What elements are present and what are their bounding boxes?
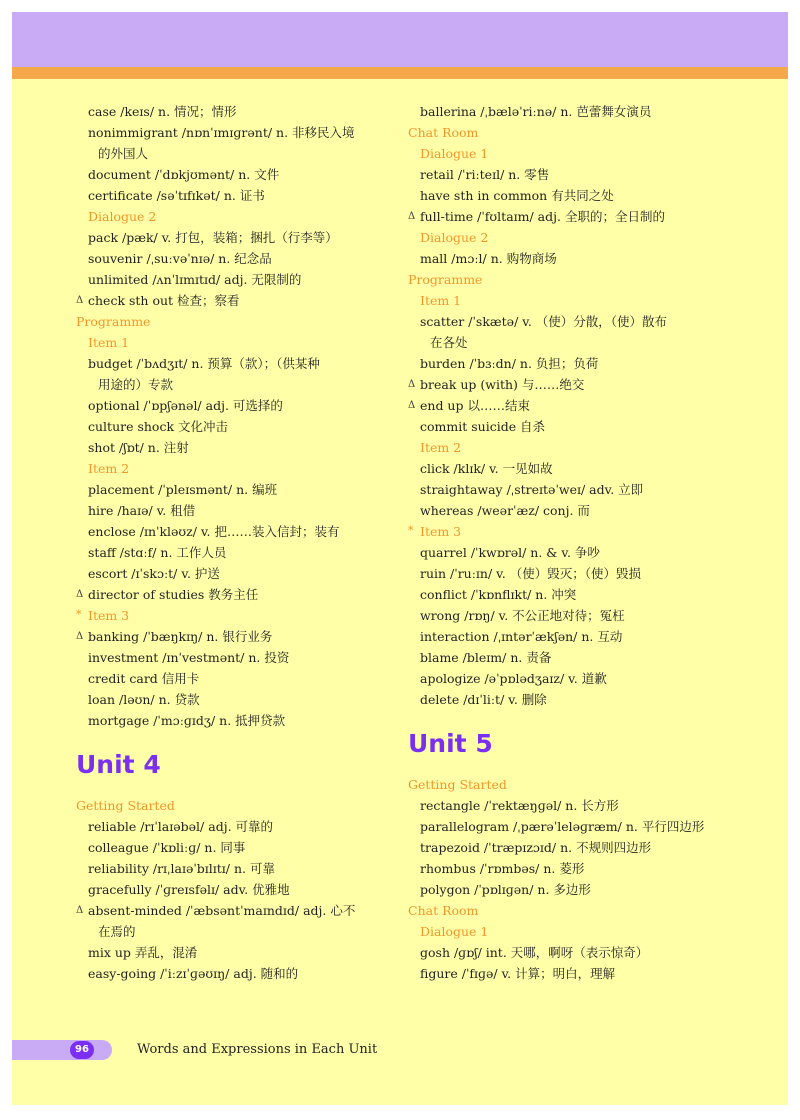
- entry-text: mix up 弄乱，混淆: [88, 945, 198, 960]
- entry-text: gosh /ɡɒʃ/ int. 天哪，啊呀（表示惊奇）: [420, 945, 649, 960]
- entry-text: pack /pæk/ v. 打包，装箱；捆扎（行李等）: [88, 230, 338, 245]
- vocab-entry: [76, 227, 396, 248]
- entry-text: ballerina /ˌbæləˈriːnə/ n. 芭蕾舞女演员: [420, 104, 652, 119]
- vocab-entry: [408, 416, 728, 437]
- delta-marker-icon: Δ: [408, 211, 416, 222]
- vocab-entry: [408, 689, 728, 710]
- entry-text: 的外国人: [98, 146, 149, 161]
- header-band: [12, 12, 788, 67]
- vocab-entry: [76, 500, 396, 521]
- vocab-entry: [76, 963, 396, 984]
- delta-marker-icon: Δ: [76, 905, 84, 916]
- vocab-entry: [408, 816, 728, 837]
- entry-text: figure /ˈfɪɡə/ v. 计算；明白，理解: [420, 966, 616, 981]
- star-marker-icon: *: [408, 524, 414, 537]
- vocab-entry: [76, 647, 396, 668]
- entry-text: parallelogram /ˌpærəˈleləɡræm/ n. 平行四边形: [420, 819, 705, 834]
- entry-text: rhombus /ˈrɒmbəs/ n. 菱形: [420, 861, 585, 876]
- vocab-entry: [408, 647, 728, 668]
- vocab-entry: [76, 710, 396, 731]
- entry-text: case /keɪs/ n. 情况；情形: [88, 104, 237, 119]
- vocab-entry: [408, 206, 728, 227]
- entry-text: escort /ɪˈskɔːt/ v. 护送: [88, 566, 220, 581]
- vocab-entry: [76, 900, 396, 921]
- entry-text: scatter /ˈskætə/ v. （使）分散，（使）散布: [420, 314, 668, 329]
- vocab-entry: [76, 879, 396, 900]
- entry-text: rectangle /ˈrektæŋɡəl/ n. 长方形: [420, 798, 619, 813]
- vocab-entry: [76, 521, 396, 542]
- entry-text: Programme: [76, 314, 151, 329]
- entry-text: delete /dɪˈliːt/ v. 删除: [420, 692, 547, 707]
- vocab-entry: [76, 353, 396, 374]
- subsection-heading: [408, 143, 728, 164]
- entry-text: Dialogue 1: [420, 924, 489, 939]
- entry-text: Item 2: [420, 440, 462, 455]
- subsection-heading: [408, 227, 728, 248]
- entry-text: gracefully /ˈɡreɪsfəlɪ/ adv. 优雅地: [88, 882, 290, 897]
- vocab-entry: [76, 584, 396, 605]
- vocab-entry: [76, 437, 396, 458]
- vocab-entry: [76, 858, 396, 879]
- entry-text: certificate /səˈtɪfɪkət/ n. 证书: [88, 188, 265, 203]
- entry-text: Item 1: [420, 293, 462, 308]
- star-marker-icon: *: [76, 608, 82, 621]
- vocab-entry: [408, 605, 728, 626]
- entry-text: burden /ˈbɜːdn/ n. 负担；负荷: [420, 356, 599, 371]
- delta-marker-icon: Δ: [76, 631, 84, 642]
- section-heading: [76, 795, 396, 816]
- entry-text: Dialogue 2: [88, 209, 157, 224]
- vocab-entry: [408, 458, 728, 479]
- vocab-entry: [76, 626, 396, 647]
- entry-text: check sth out 检查；察看: [88, 293, 240, 308]
- entry-text: click /klɪk/ v. 一见如故: [420, 461, 553, 476]
- entry-text: staff /stɑːf/ n. 工作人员: [88, 545, 227, 560]
- entry-text: Item 3: [420, 524, 462, 539]
- entry-text: souvenir /ˌsuːvəˈnɪə/ n. 纪念品: [88, 251, 272, 266]
- vocab-entry: [76, 689, 396, 710]
- vocab-entry: [408, 164, 728, 185]
- entry-text: reliable /rɪˈlaɪəbəl/ adj. 可靠的: [88, 819, 274, 834]
- vocab-entry: [408, 584, 728, 605]
- vocab-entry: [408, 837, 728, 858]
- entry-text: optional /ˈɒpʃənəl/ adj. 可选择的: [88, 398, 283, 413]
- vocab-entry: [76, 479, 396, 500]
- entry-text: 在焉的: [98, 924, 136, 939]
- entry-text: Dialogue 2: [420, 230, 489, 245]
- unit-title: [76, 743, 396, 787]
- entry-text: placement /ˈpleɪsmənt/ n. 编班: [88, 482, 278, 497]
- delta-marker-icon: Δ: [408, 400, 416, 411]
- footer-bar: [12, 1040, 112, 1060]
- vocab-entry: [408, 542, 728, 563]
- entry-text: 用途的）专款: [98, 377, 174, 392]
- section-heading: [408, 269, 728, 290]
- vocab-entry: [76, 395, 396, 416]
- entry-text: Unit 5: [408, 729, 493, 758]
- entry-text: Chat Room: [408, 903, 479, 918]
- entry-text: Unit 4: [76, 750, 161, 779]
- vocab-entry-continuation: [76, 374, 396, 395]
- entry-text: easy-going /ˈiːzɪˈɡəʊɪŋ/ adj. 随和的: [88, 966, 299, 981]
- entry-text: Getting Started: [76, 798, 175, 813]
- vocab-entry-continuation: [408, 332, 728, 353]
- entry-text: wrong /rɒŋ/ v. 不公正地对待；冤枉: [420, 608, 625, 623]
- vocab-entry: [408, 963, 728, 984]
- entry-text: quarrel /ˈkwɒrəl/ n. & v. 争吵: [420, 545, 600, 560]
- section-heading: [408, 774, 728, 795]
- entry-text: conflict /ˈkɒnflɪkt/ n. 冲突: [420, 587, 577, 602]
- vocab-entry: [408, 942, 728, 963]
- entry-text: colleague /ˈkɒliːɡ/ n. 同事: [88, 840, 246, 855]
- entry-text: have sth in common 有共同之处: [420, 188, 614, 203]
- vocab-entry: [408, 353, 728, 374]
- vocab-entry: [76, 122, 396, 143]
- entry-text: Item 2: [88, 461, 130, 476]
- entry-text: Item 1: [88, 335, 130, 350]
- vocab-entry: [408, 858, 728, 879]
- header-stripe: [12, 67, 788, 79]
- entry-text: straightaway /ˌstreɪtəˈweɪ/ adv. 立即: [420, 482, 644, 497]
- entry-text: loan /ləʊn/ n. 贷款: [88, 692, 200, 707]
- entry-text: nonimmigrant /nɒnˈɪmɪɡrənt/ n. 非移民入境: [88, 125, 355, 140]
- entry-text: blame /bleɪm/ n. 责备: [420, 650, 552, 665]
- entry-text: enclose /ɪnˈkləʊz/ v. 把……装入信封；装有: [88, 524, 340, 539]
- entry-text: Getting Started: [408, 777, 507, 792]
- vocab-entry: [76, 942, 396, 963]
- unit-title: [408, 722, 728, 766]
- vocab-entry: [408, 626, 728, 647]
- section-heading: [76, 311, 396, 332]
- entry-text: Chat Room: [408, 125, 479, 140]
- entry-text: full-time /ˈfʊltaɪm/ adj. 全职的；全日制的: [420, 209, 665, 224]
- vocab-entry: [76, 542, 396, 563]
- vocab-entry: [408, 879, 728, 900]
- page-number: 96: [70, 1041, 94, 1059]
- entry-text: apologize /əˈpɒlədʒaɪz/ v. 道歉: [420, 671, 607, 686]
- vocab-entry: [408, 563, 728, 584]
- entry-text: document /ˈdɒkjʊmənt/ n. 文件: [88, 167, 280, 182]
- entry-text: whereas /weərˈæz/ conj. 而: [420, 503, 590, 518]
- right-column: [408, 101, 728, 984]
- entry-text: polygon /ˈpɒlɪɡən/ n. 多边形: [420, 882, 591, 897]
- vocab-entry: [408, 374, 728, 395]
- entry-text: director of studies 教务主任: [88, 587, 259, 602]
- delta-marker-icon: Δ: [76, 295, 84, 306]
- delta-marker-icon: Δ: [408, 379, 416, 390]
- subsection-heading: [76, 332, 396, 353]
- vocab-entry-continuation: [76, 921, 396, 942]
- vocab-entry: [408, 668, 728, 689]
- entry-text: end up 以……结束: [420, 398, 530, 413]
- entry-text: shot /ʃɒt/ n. 注射: [88, 440, 189, 455]
- vocab-entry: [76, 290, 396, 311]
- entry-text: banking /ˈbæŋkɪŋ/ n. 银行业务: [88, 629, 273, 644]
- subsection-heading: [408, 921, 728, 942]
- subsection-heading: [408, 437, 728, 458]
- vocab-entry: [76, 164, 396, 185]
- entry-text: ruin /ˈruːɪn/ v. （使）毁灭；（使）毁损: [420, 566, 641, 581]
- entry-text: credit card 信用卡: [88, 671, 200, 686]
- subsection-heading: [76, 605, 396, 626]
- left-column: [76, 101, 396, 984]
- entry-text: hire /haɪə/ v. 租借: [88, 503, 196, 518]
- section-heading: [408, 900, 728, 921]
- entry-text: retail /ˈriːteɪl/ n. 零售: [420, 167, 550, 182]
- entry-text: absent-minded /ˈæbsəntˈmaɪndɪd/ adj. 心不: [88, 903, 356, 918]
- vocab-entry: [76, 101, 396, 122]
- entry-text: investment /ɪnˈvestmənt/ n. 投资: [88, 650, 290, 665]
- entry-text: culture shock 文化冲击: [88, 419, 229, 434]
- vocab-entry: [408, 248, 728, 269]
- section-heading: [408, 122, 728, 143]
- vocab-entry: [76, 816, 396, 837]
- entry-text: unlimited /ʌnˈlɪmɪtɪd/ adj. 无限制的: [88, 272, 302, 287]
- vocab-entry: [408, 185, 728, 206]
- vocab-entry: [76, 248, 396, 269]
- subsection-heading: [408, 290, 728, 311]
- entry-text: reliability /rɪˌlaɪəˈbɪlɪtɪ/ n. 可靠: [88, 861, 275, 876]
- entry-text: Programme: [408, 272, 483, 287]
- vocab-entry: [408, 395, 728, 416]
- vocab-entry: [408, 101, 728, 122]
- vocab-entry: [76, 416, 396, 437]
- vocab-entry: [408, 479, 728, 500]
- vocab-entry: [76, 668, 396, 689]
- page-footer: [12, 1040, 788, 1060]
- vocab-entry: [76, 269, 396, 290]
- vocab-entry: [76, 185, 396, 206]
- entry-text: mortgage /ˈmɔːɡɪdʒ/ n. 抵押贷款: [88, 713, 286, 728]
- vocab-entry: [76, 837, 396, 858]
- entry-text: commit suicide 自杀: [420, 419, 546, 434]
- entry-text: budget /ˈbʌdʒɪt/ n. 预算（款）；（供某种: [88, 356, 320, 371]
- vocab-entry: [408, 500, 728, 521]
- entry-text: mall /mɔːl/ n. 购物商场: [420, 251, 557, 266]
- vocab-entry-continuation: [76, 143, 396, 164]
- delta-marker-icon: Δ: [76, 589, 84, 600]
- entry-text: break up (with) 与……绝交: [420, 377, 585, 392]
- entry-text: Item 3: [88, 608, 130, 623]
- footer-title: Words and Expressions in Each Unit: [137, 1042, 378, 1057]
- subsection-heading: [76, 458, 396, 479]
- vocab-entry: [408, 311, 728, 332]
- entry-text: interaction /ˌɪntərˈækʃən/ n. 互动: [420, 629, 623, 644]
- entry-text: Dialogue 1: [420, 146, 489, 161]
- vocab-entry: [76, 563, 396, 584]
- vocab-entry: [408, 795, 728, 816]
- entry-text: 在各处: [430, 335, 468, 350]
- subsection-heading: [408, 521, 728, 542]
- subsection-heading: [76, 206, 396, 227]
- entry-text: trapezoid /ˈtræpɪzɔɪd/ n. 不规则四边形: [420, 840, 652, 855]
